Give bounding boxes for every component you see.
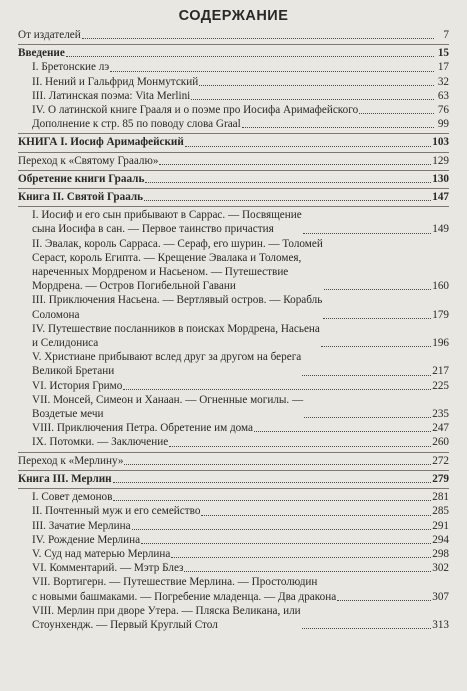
toc-entry-title-line: II. Почтенный муж и его семейство [32,505,201,518]
toc-entry-page-number: 103 [432,136,449,149]
dot-leader [304,417,431,418]
toc-entry-title-line: VII. Монсей, Симеон и Ханаан. — Огненные могилы. — [32,393,304,406]
toc-entry [18,322,449,350]
dot-leader [169,446,431,447]
dot-leader [145,182,431,183]
toc-entry-title-line: VIII. Мерлин при дворе Утера. — Пляска Великана, или [32,604,301,617]
toc-entry-page-number: 225 [432,379,449,392]
toc-entry [18,350,449,378]
toc-entry-title [32,103,358,117]
dot-leader [124,464,431,465]
dot-leader [123,389,431,390]
toc-entry-title [18,172,144,186]
toc-entry-title [18,154,158,168]
toc-entry-title [32,519,131,533]
toc-entry-title [18,190,143,204]
toc-entry [18,133,449,149]
toc-entry-title [32,237,323,294]
toc-entry-title-line: VIII. Приключения Петра. Обретение им дома [32,422,254,435]
toc-entry [18,28,449,42]
toc-entry [18,393,449,421]
toc-entry-page-number: 285 [432,505,449,518]
toc-entry-title [32,293,322,321]
toc-entry-title-line: Переход к «Мерлину» [18,454,124,467]
toc-entry [18,561,449,575]
dot-leader [66,56,434,57]
dot-leader [159,164,431,165]
toc-entry-title-line: Книга III. Мерлин [18,472,112,485]
toc-entry-title-line: и Селидониса [32,337,99,350]
toc-entry [18,504,449,518]
toc-entry-page-number: 63 [437,89,449,102]
toc-entry [18,117,449,131]
toc-entry-title-line: сына Иосифа в сан. — Первое таинство причастия [32,223,274,236]
table-of-contents [18,28,449,632]
toc-entry-title-line: I. Иосиф и его сын прибывают в Саррас. — Посвящение [32,209,302,222]
toc-entry-page-number: 32 [437,75,449,88]
toc-entry-title-line: III. Приключения Насьена. — Вертлявый остров. — Корабль [32,294,323,307]
toc-entry-title-line: I. Бретонские лэ [32,61,110,74]
toc-entry-title [32,547,170,561]
toc-entry-page-number: 17 [437,61,449,74]
toc-entry [18,452,449,468]
toc-entry-page-number: 129 [432,154,449,167]
toc-entry [18,604,449,632]
toc-entry-title-line: Стоунхендж. — Первый Круглый Стол [32,618,218,631]
toc-entry-title-line: КНИГА I. Иосиф Аримафейский [18,136,184,149]
dot-leader [171,557,431,558]
toc-entry-title [32,89,190,103]
toc-entry-page-number: 217 [432,365,449,378]
toc-entry-page-number: 307 [432,590,449,603]
toc-entry-page-number: 147 [432,191,449,204]
toc-entry-title-line: III. Латинская поэма: Vita Merlini [32,89,191,102]
toc-entry [18,44,449,60]
toc-entry [18,75,449,89]
toc-entry-title-line: Обретение книги Грааль [18,172,145,185]
dot-leader [359,113,434,114]
toc-entry-page-number: 279 [432,472,449,485]
toc-entry-title-line: Воздетые мечи [32,408,104,421]
toc-entry-title-line: Переход к «Святому Граалю» [18,154,159,167]
toc-entry-page-number: 298 [432,547,449,560]
toc-entry [18,488,449,504]
toc-entry-title-line: III. Зачатие Мерлина [32,519,131,532]
toc-entry-title [18,472,112,486]
toc-entry-page-number: 294 [432,533,449,546]
toc-entry-title-line: I. Совет демонов [32,491,113,504]
toc-entry [18,379,449,393]
toc-entry-title [18,46,65,60]
toc-entry-title-line: нареченных Мордреном и Насьеном. — Путешествие [32,266,289,279]
toc-entry-title-line: Мордрена. — Остров Погибельной Гавани [32,280,236,293]
toc-entry-title-line: VI. Комментарий. — Мэтр Блез [32,562,184,575]
toc-entry [18,170,449,186]
toc-entry-title-line: VI. История Гримо [32,379,123,392]
dot-leader [254,431,431,432]
toc-entry [18,188,449,204]
toc-entry-title-line: Введение [18,47,65,60]
toc-entry-title-line: От издателей [18,29,81,41]
toc-entry [18,575,449,603]
toc-entry-title-line: Соломона [32,308,80,321]
toc-entry-title-line: Великой Бретани [32,365,115,378]
toc-entry [18,519,449,533]
toc-entry-title [32,208,302,236]
toc-entry-title [32,561,183,575]
dot-leader [199,85,434,86]
toc-entry-title-line: IV. Путешествие посланников в поисках Мордрена, Насьена [32,322,320,335]
toc-entry-title-line: Сераст, король Египта. — Крещение Эвалака и Толомея, [32,251,302,264]
dot-leader [303,233,432,234]
dot-leader [185,146,431,147]
toc-entry-page-number: 179 [432,308,449,321]
toc-entry-page-number: 272 [432,454,449,467]
toc-entry-page-number: 160 [432,280,449,293]
toc-entry [18,547,449,561]
dot-leader [324,289,431,290]
toc-entry-title [32,604,301,632]
toc-entry [18,470,449,486]
dot-leader [184,571,431,572]
dot-leader [132,529,432,530]
toc-entry-page-number: 247 [432,422,449,435]
toc-entry-title [32,117,241,131]
toc-entry [18,103,449,117]
dot-leader [113,482,432,483]
toc-entry-page-number: 76 [437,104,449,117]
toc-entry-title-line: V. Суд над матерью Мерлина [32,547,171,560]
toc-entry-page-number: 313 [432,618,449,631]
toc-entry-title [18,454,123,468]
toc-entry-title [32,575,336,603]
toc-entry [18,89,449,103]
toc-entry-title [32,60,109,74]
toc-entry-title [32,75,198,89]
toc-entry [18,206,449,236]
toc-entry-page-number: 15 [437,47,449,60]
toc-entry [18,60,449,74]
toc-entry-title [18,28,81,42]
toc-entry-title-line: II. Нений и Гальфрид Монмутский [32,75,199,88]
toc-entry [18,152,449,168]
toc-entry-title-line: V. Христиане прибывают вслед друг за другом на берега [32,351,302,364]
dot-leader [141,543,431,544]
dot-leader [302,375,431,376]
dot-leader [144,200,431,201]
toc-entry-title [32,379,122,393]
toc-entry-title-line: IX. Потомки. — Заключение [32,436,169,449]
toc-entry-title [32,435,168,449]
toc-entry-title [32,490,112,504]
toc-entry-page-number: 196 [432,337,449,350]
toc-entry-title-line: с новыми башмаками. — Погребение младенца. — Два дракона [32,590,337,603]
toc-entry-page-number: 281 [432,491,449,504]
toc-entry-title-line: IV. О латинской книге Грааля и о поэме про Иосифа Аримафейского [32,104,359,117]
toc-entry [18,533,449,547]
dot-leader [302,628,432,629]
toc-entry-title [32,504,200,518]
toc-entry-title [32,421,253,435]
toc-entry [18,237,449,294]
toc-entry-title-line: II. Эвалак, король Сарраса. — Сераф, его шурин. — Толомей [32,237,323,250]
toc-entry-title [32,533,140,547]
toc-entry-title-line: IV. Рождение Мерлина [32,533,141,546]
dot-leader [201,515,431,516]
toc-entry-page-number: 291 [432,519,449,532]
toc-entry-page-number: 130 [432,172,449,185]
toc-entry-title-line: VII. Вортигерн. — Путешествие Мерлина. — Простолюдин [32,576,318,589]
toc-entry [18,293,449,321]
toc-entry [18,435,449,449]
toc-entry [18,421,449,435]
toc-entry-page-number: 99 [437,118,449,131]
dot-leader [82,38,434,39]
toc-entry-title [32,393,303,421]
dot-leader [242,127,434,128]
toc-entry-title [18,135,184,149]
dot-leader [321,346,431,347]
dot-leader [191,99,434,100]
toc-entry-title [32,322,320,350]
toc-entry-page-number: 235 [432,408,449,421]
dot-leader [337,600,431,601]
toc-entry-title-line: Книга II. Святой Грааль [18,191,144,204]
toc-entry-title-line: Дополнение к стр. 85 по поводу слова Graal [32,118,241,131]
dot-leader [110,71,434,72]
toc-entry-page-number: 302 [432,562,449,575]
dot-leader [323,318,431,319]
toc-entry-title [32,350,301,378]
toc-entry-page-number: 260 [432,436,449,449]
toc-entry-page-number: 7 [443,29,449,41]
dot-leader [113,500,431,501]
toc-entry-page-number: 149 [432,223,449,236]
toc-heading: СОДЕРЖАНИЕ [178,8,289,24]
